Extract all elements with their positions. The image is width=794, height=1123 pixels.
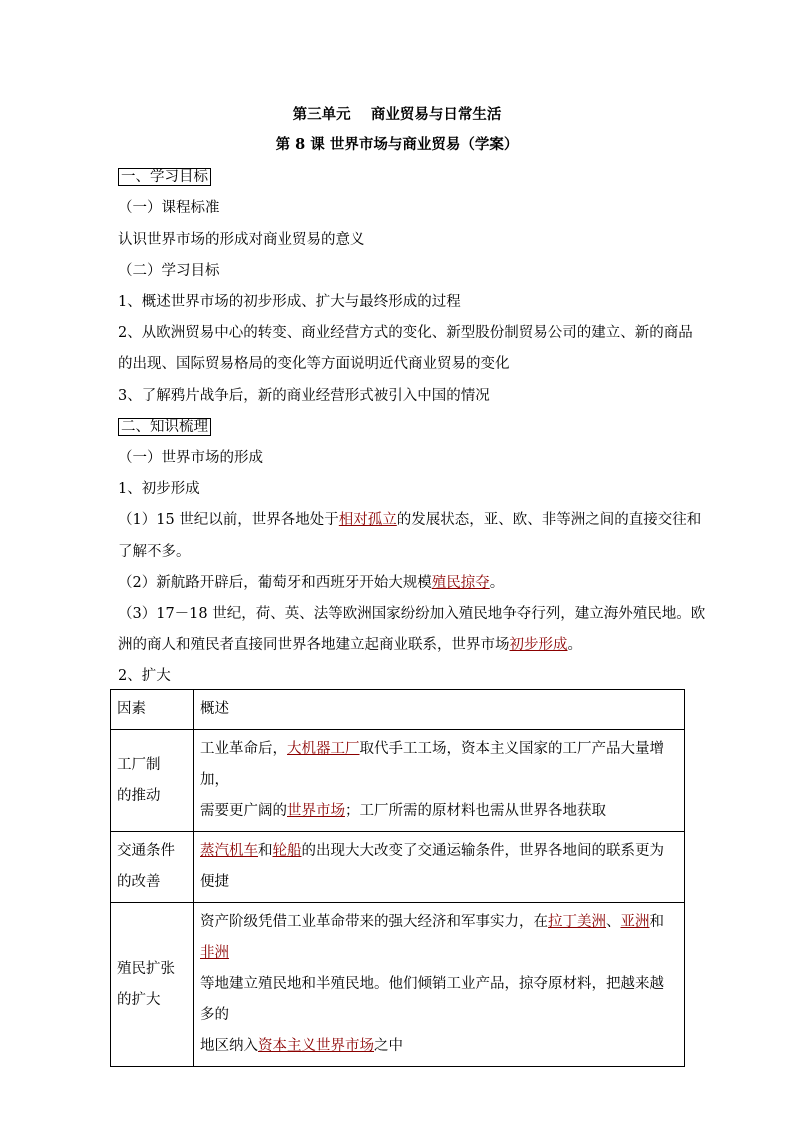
objective-2-line-1: 2、从欧洲贸易中心的转变、商业经营方式的变化、新型股份制贸易公司的建立、新的商品 — [118, 325, 693, 341]
factor-cell — [111, 903, 194, 1067]
point-expansion: 2、扩大 — [118, 668, 171, 684]
factor-text: 的推动 — [117, 787, 161, 804]
objective-2-line-2: 的出现、国际贸易格局的变化等方面说明近代商业贸易的变化 — [118, 356, 510, 372]
factors-table — [110, 689, 685, 1067]
text-run: ；工厂所需的原材料也需从世界各地获取 — [345, 803, 606, 819]
keyword-fill: 亚洲 — [620, 914, 650, 930]
subheading-standards: （一）课程标准 — [118, 200, 220, 216]
text-run: 的出现大大改变了交通运输条件，世界各地间的联系更为便捷 — [200, 843, 664, 890]
keyword-fill: 大机器工厂 — [287, 741, 360, 757]
keyword-fill: 世界市场 — [287, 803, 345, 819]
unit-title: 第三单元 商业贸易与日常生活 — [292, 106, 502, 123]
paragraph-2 — [118, 571, 504, 592]
keyword-fill: 资本主义世界市场 — [258, 1038, 374, 1054]
text-run: 和 — [258, 843, 273, 859]
paragraph-3-line-2 — [118, 633, 582, 654]
text-run: 。 — [567, 637, 582, 653]
text-run: 资产阶级凭借工业革命带来的强大经济和军事实力，在 — [200, 914, 548, 930]
text-run: 、 — [606, 914, 621, 930]
text-run: 。 — [489, 575, 505, 591]
keyword-fill: 拉丁美洲 — [548, 914, 606, 930]
point-initial-formation: 1、初步形成 — [118, 481, 200, 497]
keyword-fill: 非洲 — [200, 945, 229, 961]
text-run: （1）15 世纪以前，世界各地处于 — [118, 512, 339, 528]
text-run: 地区纳入 — [200, 1038, 258, 1054]
subheading-objectives: （二）学习目标 — [118, 263, 220, 279]
paragraph-3-line-1: （3）17－18 世纪，荷、英、法等欧洲国家纷纷加入殖民地争夺行列，建立海外殖民地。欧 — [118, 606, 706, 622]
table-row — [111, 730, 685, 832]
table-row — [111, 903, 685, 1067]
text-run: 等地建立殖民地和半殖民地。他们倾销工业产品，掠夺原材料，把越来越多的 — [200, 976, 664, 1023]
table-row — [111, 832, 685, 903]
lesson-title: 第 8 课 世界市场与商业贸易（学案） — [275, 136, 519, 153]
text-run: 洲的商人和殖民者直接同世界各地建立起商业联系，世界市场 — [118, 637, 510, 653]
section-heading-goals-text: 一、学习目标 — [118, 168, 211, 186]
keyword-fill: 殖民掠夺 — [431, 575, 490, 591]
section-heading-knowledge-text: 二、知识梳理 — [118, 418, 211, 436]
text-run: （2）新航路开辟后，葡萄牙和西班牙开始大规模 — [118, 575, 432, 591]
objective-1: 1、概述世界市场的初步形成、扩大与最终形成的过程 — [118, 294, 461, 310]
text-run: 之中 — [374, 1038, 403, 1054]
table-header-factor: 因素 — [111, 690, 194, 730]
subheading-world-market: （一）世界市场的形成 — [118, 450, 263, 466]
text-run: 工业革命后， — [200, 741, 287, 757]
text-run: 和 — [649, 914, 664, 930]
factor-text: 的扩大 — [117, 991, 161, 1008]
factor-text: 殖民扩张 — [117, 960, 175, 977]
description-cell — [194, 832, 685, 903]
keyword-fill: 蒸汽机车 — [200, 843, 258, 859]
text-run: 的发展状态，亚、欧、非等洲之间的直接交往和 — [396, 512, 702, 528]
section-heading-goals — [118, 165, 211, 186]
table-row — [111, 690, 685, 730]
keyword-fill: 初步形成 — [509, 637, 568, 653]
section-heading-knowledge — [118, 415, 211, 436]
text-run: 取代手工工场，资本主义国家的工厂产品大量增加， — [200, 741, 664, 788]
factor-cell — [111, 832, 194, 903]
table-header-description: 概述 — [194, 690, 685, 730]
standard-text: 认识世界市场的形成对商业贸易的意义 — [118, 232, 365, 248]
description-cell — [194, 730, 685, 832]
paragraph-1-line-1 — [118, 508, 701, 529]
factor-cell — [111, 730, 194, 832]
factor-text: 的改善 — [117, 874, 161, 890]
factor-text: 交通条件 — [117, 843, 175, 859]
text-run: 需要更广阔的 — [200, 803, 287, 819]
keyword-fill: 轮船 — [272, 843, 302, 859]
description-cell — [194, 903, 685, 1067]
objective-3: 3、了解鸦片战争后，新的商业经营形式被引入中国的情况 — [118, 388, 490, 404]
paragraph-1-line-2: 了解不多。 — [118, 544, 191, 560]
factor-text: 工厂制 — [117, 756, 161, 773]
keyword-fill: 相对孤立 — [338, 512, 397, 528]
